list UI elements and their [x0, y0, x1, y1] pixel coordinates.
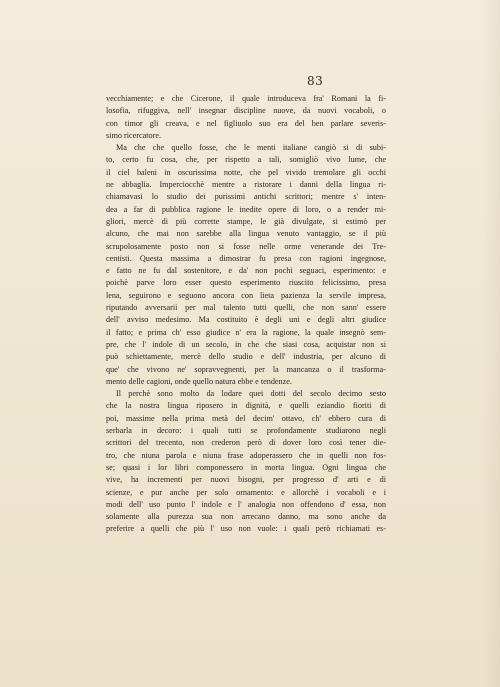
- text-line: poichè parve loro esser questo esperimento riuscito felicissimo, presa: [106, 278, 386, 288]
- page-number: 83: [307, 74, 324, 88]
- text-line: il fatto; e prima ch' esso giudice n' era la ragione, la quale insegnò sem-: [106, 327, 386, 337]
- text-line: scrupolosamente posto non si fosse nelle orme venerande dei Tre-: [106, 241, 386, 251]
- text-line: se; quasi i lor libri componessero in morta lingua. Ogni lingua che: [106, 462, 386, 472]
- text-line: mento delle cagioni, onde quello natura ebbe e tendenze.: [106, 376, 292, 386]
- text-line: con timor gli creava, e nel figliuolo suo era del ben parlare severis-: [106, 118, 386, 128]
- text-line: che la nostra lingua riposero in dignità, e quelli eziandio fioriti di: [106, 401, 386, 411]
- body-text: [106, 93, 386, 536]
- text-line: serbarla in decoro: i quali tutti se profondamente studiarono negli: [106, 426, 386, 436]
- text-line: Il perchè sono molto da lodare quei dotti del secolo decimo sesto: [116, 389, 386, 399]
- text-line: gliori, mercè di più corrette stampe, le già divulgate, si estimò per: [106, 216, 386, 226]
- text-line: centisti. Questa massima a dimostrar fu presa con ragioni ingegnose,: [106, 253, 386, 263]
- text-line: riputando avversarii per mal talento tutti quelli, che non sann' essere: [106, 303, 386, 313]
- text-line: simo ricercatore.: [106, 130, 162, 140]
- text-line: preferire a quelli che più l' uso non vuole: i quali però richiamati es-: [106, 524, 386, 534]
- text-line: scrittori del trecento, non crederon però di dover loro così tener die-: [106, 438, 386, 448]
- text-line: vecchiamente; e che Cicerone, il quale introduceva fra' Romani la fi-: [106, 94, 386, 103]
- text-line: poi, massime nella prima metà del decim' ottavo, ch' ebbero cura di: [106, 413, 386, 423]
- text-line: vive, ha incrementi per nuovi bisogni, per progresso d' arti e di: [106, 475, 386, 485]
- text-line: e fatto ne fu dal sostenitore, e da' non pochi seguaci, esperimento: e: [106, 266, 386, 276]
- text-line: il ciel baleni in oscurissima notte, che pel vivido tremolare gli occhi: [106, 167, 386, 177]
- text-line: pre, che l' indole di un secolo, in che che siasi cosa, acquistar non si: [106, 339, 386, 349]
- text-line: chiamavasi lo studio dei purissimi antichi scrittori; mentre s' inten-: [106, 192, 386, 202]
- text-line: alcuno, che mai non sarebbe alla lingua venuto vantaggio, se il più: [106, 229, 386, 239]
- text-line: lena, seguirono e seguono ancora con lieta pazienza la servile impresa,: [106, 290, 386, 300]
- text-line: tro, che niuna parola e niuna frase adoperassero che in quelli non fos-: [106, 450, 386, 460]
- text-line: solamente alla purezza sua non arrecano danno, ma sono anche da: [106, 512, 386, 522]
- text-line: losofia, rifuggiva, nell' insegnar discipline nuove, da nuovi vocaboli, o: [106, 106, 386, 116]
- text-line: to, certo fu cosa, che, per rispetto a tali, somigliò vivo lume, che: [106, 155, 386, 165]
- text-line: dell' avviso medesimo. Ma costituito è degli uni e degli altri giudice: [106, 315, 386, 325]
- text-line: Ma che che quello fosse, che le menti italiane cangiò si di subi-: [116, 143, 386, 153]
- page-edge-shadow: [482, 0, 500, 687]
- text-line: modi dell' uso punto l' indole e l' analogia non offendono d' essa, non: [106, 499, 386, 509]
- text-line: ne abbaglia. Imperciocchè mentre a ristorare i danni della lingua ri-: [106, 180, 386, 190]
- text-line: scienze, e pur anche per solo ornamento: e allorchè i vocaboli e i: [106, 487, 386, 497]
- text-line: dea a far di pubblica ragione le inedite opere di loro, o a render mi-: [106, 204, 386, 214]
- text-line: que' che vivono ne' sopravvegnenti, per la mancanza o il trasforma-: [106, 364, 386, 374]
- text-line: può schiettamente, mercè dello studio e dell' industria, per alcuno di: [106, 352, 386, 362]
